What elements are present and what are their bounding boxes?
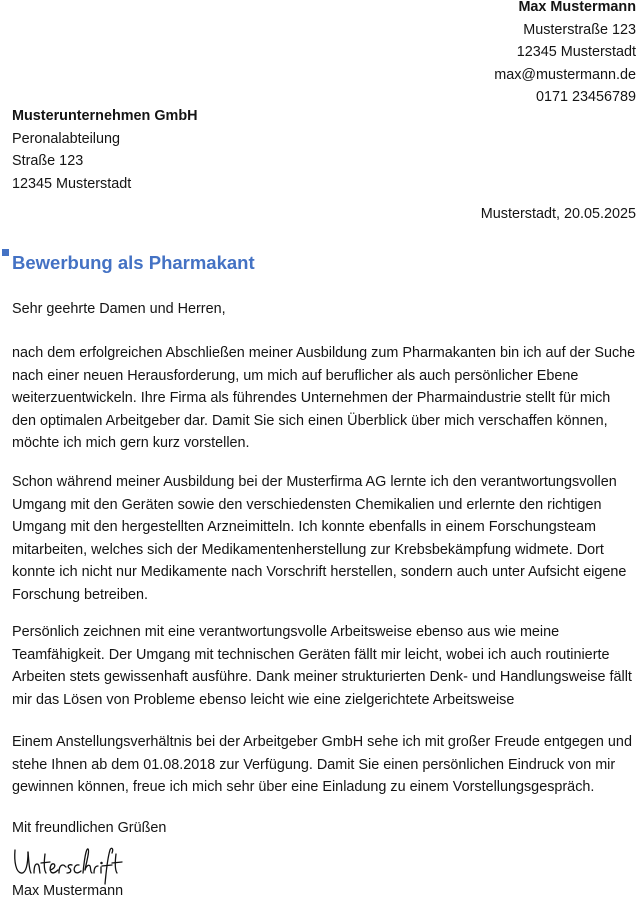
sender-address-block (494, 0, 636, 109)
sender-street: Musterstraße 123 (523, 21, 636, 38)
letter-date: Musterstadt, 20.05.2025 (480, 206, 636, 222)
signer-name: Max Mustermann (12, 883, 124, 899)
recipient-address-block (12, 105, 198, 195)
sender-email: max@mustermann.de (494, 66, 636, 83)
letter-subject: Bewerbung als Pharmakant (12, 252, 255, 273)
sender-city: 12345 Musterstadt (516, 44, 636, 61)
closing: Mit freundlichen Grüßen (12, 820, 167, 836)
body-paragraph-3: Persönlich zeichnen mit eine verantwortungsvolle Arbeitsweise ebenso aus wie meine Teamfähigkeit. Der Umgang mit technischen Geräten fällt mir leicht, wobei ich auch routinierte Arbeiten stets gewissenhaft ausführe. Dank meiner strukturierten Denk- und Handlungsweise fällt mir das Lösen von Probleme ebenso leicht wie eine zielgerichtete Arbeitsweise (12, 624, 632, 708)
subject-marker (2, 249, 9, 256)
sender-name: Max Mustermann (518, 0, 636, 15)
recipient-department: Peronalabteilung (12, 130, 121, 147)
recipient-company: Musterunternehmen GmbH (12, 108, 198, 124)
body-paragraph-2: Schon während meiner Ausbildung bei der Musterfirma AG lernte ich den verantwortungsvollen Umgang mit den Geräten sowie den verschiedensten Chemikalien und erlernte den richtigen Umgang mit den hergestellten Arzneimitteln. Ich konnte ebenfalls in einem Forschungsteam mitarbeiten, welches sich der Medikamentenherstellung zur Krebsbekämpfung widmete. Dort konnte ich nicht nur Medikamente nach Vorschrift herstellen, sondern auch unter Aufsicht eigene Forschung betreiben. (12, 474, 627, 603)
recipient-city: 12345 Musterstadt (12, 175, 132, 192)
salutation: Sehr geehrte Damen und Herren, (12, 301, 226, 317)
body-paragraph-4: Einem Anstellungsverhältnis bei der Arbeitgeber GmbH sehe ich mit großer Freude entgegen und stehe Ihnen ab dem 01.08.2018 zur Verfügung. Damit Sie einen persönlichen Eindruck von mir gewinnen können, freue ich mich sehr über eine Einladung zu einem Vorstellungsgespräch. (12, 734, 632, 795)
body-paragraph-1: nach dem erfolgreichen Abschließen meiner Ausbildung zum Pharmakanten bin ich auf der Suche nach einer neuen Herausforderung, um mich auf beruflicher als auch persönlicher Ebene weiterzuentwickeln. Ihre Firma als führendes Unternehmen der Pharmaindustrie stellt für mich den optimalen Arbeitgeber dar. Damit Sie sich einen Überblick über mich verschaffen können, möchte ich mich gern kurz vorstellen. (12, 345, 636, 451)
recipient-street: Straße 123 (12, 153, 84, 170)
sender-phone: 0171 23456789 (535, 89, 636, 106)
